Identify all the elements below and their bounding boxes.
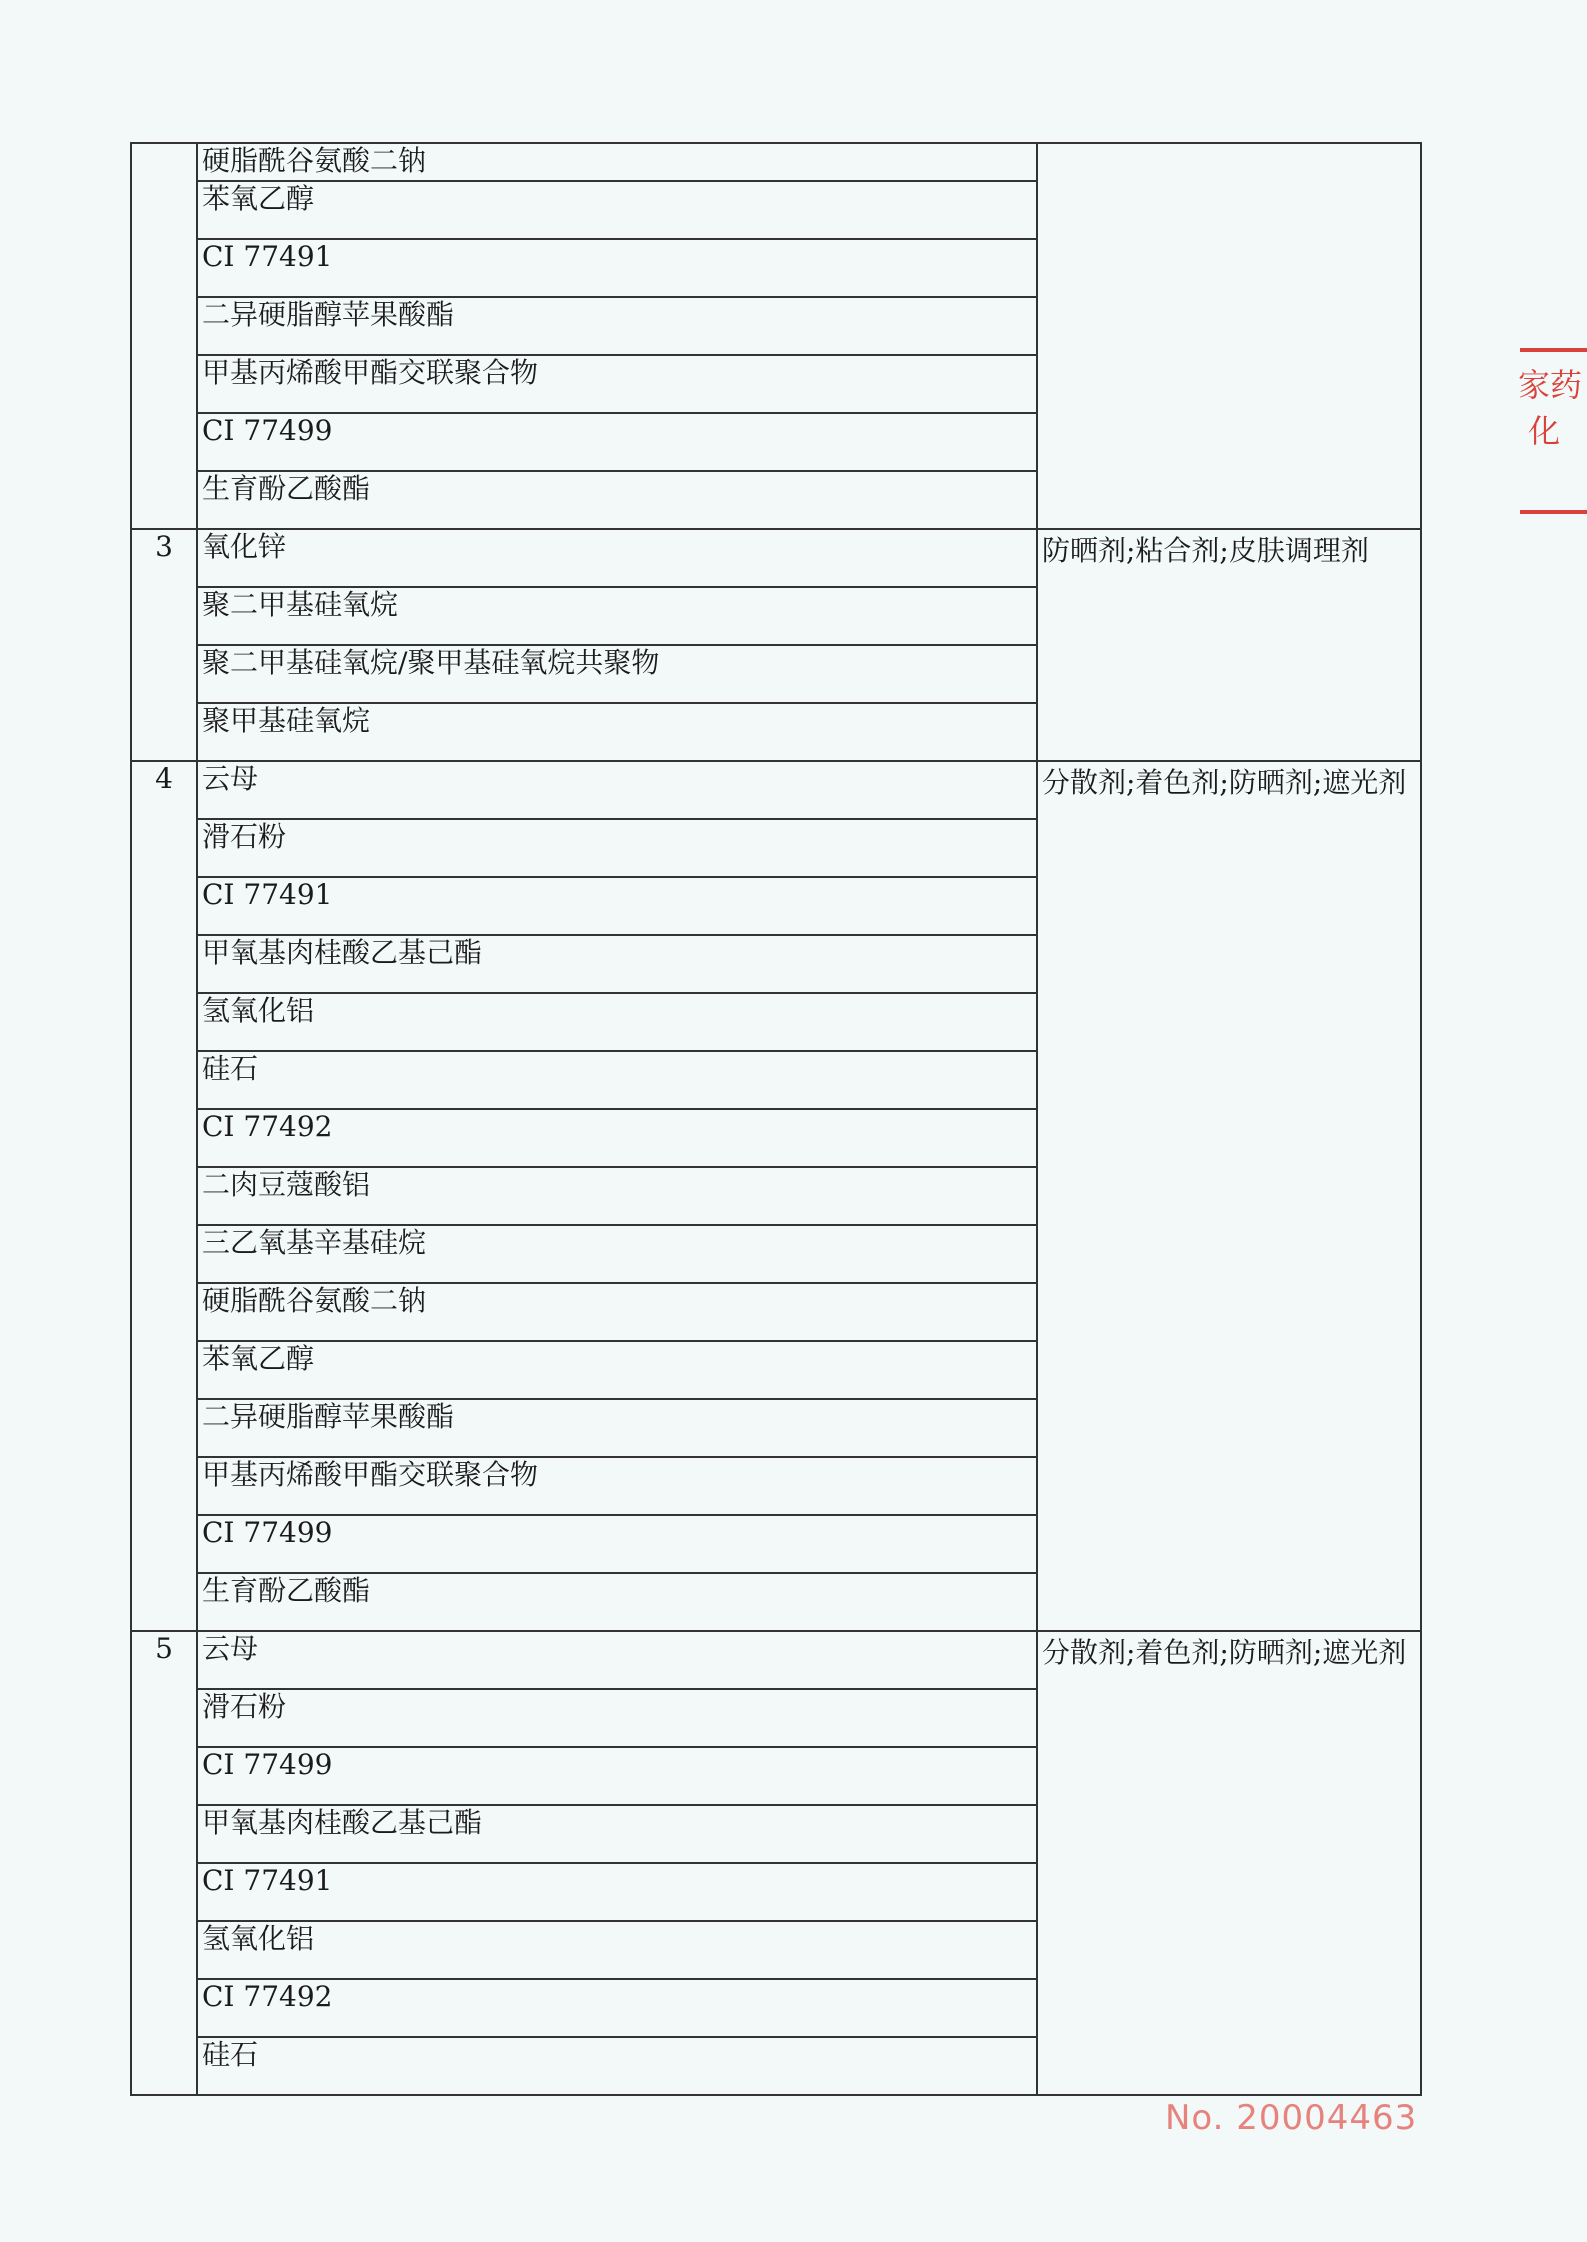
function-cell	[1037, 761, 1421, 1631]
function-cell	[1037, 1631, 1421, 2095]
ingredient-table-body	[131, 143, 1421, 2095]
ingredient-name-cell: 甲氧基肉桂酸乙基己酯	[197, 1805, 1037, 1863]
ingredient-name-cell: 生育酚乙酸酯	[197, 471, 1037, 529]
table-row	[131, 1631, 1421, 1689]
ingredient-table	[130, 142, 1422, 2096]
ingredient-name-cell: CI 77499	[197, 1515, 1037, 1573]
ingredient-name-cell: CI 77491	[197, 877, 1037, 935]
table-row	[131, 529, 1421, 587]
ingredient-name-cell: CI 77499	[197, 413, 1037, 471]
ingredient-name-cell: 滑石粉	[197, 1689, 1037, 1747]
ingredient-name-cell: CI 77492	[197, 1979, 1037, 2037]
ingredient-name-cell: CI 77491	[197, 239, 1037, 297]
stamp-border-bottom	[1520, 510, 1587, 514]
ingredient-name-cell: 硬脂酰谷氨酸二钠	[197, 143, 1037, 181]
ingredient-name-cell: 二异硬脂醇苹果酸酯	[197, 1399, 1037, 1457]
ingredient-name-cell: 氧化锌	[197, 529, 1037, 587]
ingredient-name-cell: 苯氧乙醇	[197, 181, 1037, 239]
ingredient-name-cell: 硅石	[197, 1051, 1037, 1109]
ingredient-name-cell: 三乙氧基辛基硅烷	[197, 1225, 1037, 1283]
serial-number: No. 20004463	[1165, 2098, 1418, 2138]
ingredient-name-cell: 二异硬脂醇苹果酸酯	[197, 297, 1037, 355]
table-row	[131, 143, 1421, 181]
ingredient-name-cell: 甲基丙烯酸甲酯交联聚合物	[197, 355, 1037, 413]
ingredient-name-cell: 甲氧基肉桂酸乙基己酯	[197, 935, 1037, 993]
ingredient-name-cell: 硅石	[197, 2037, 1037, 2095]
ingredient-name-cell: 甲基丙烯酸甲酯交联聚合物	[197, 1457, 1037, 1515]
ingredient-name-cell: 云母	[197, 761, 1037, 819]
ingredient-name-cell: 氢氧化铝	[197, 993, 1037, 1051]
ingredient-name-cell: 二肉豆蔻酸铝	[197, 1167, 1037, 1225]
stamp-border-top	[1520, 348, 1587, 352]
ingredient-name-cell: CI 77499	[197, 1747, 1037, 1805]
table-row	[131, 761, 1421, 819]
function-text	[1042, 144, 1416, 148]
function-text: 分散剂;着色剂;防晒剂;遮光剂	[1042, 766, 1407, 799]
function-text: 分散剂;着色剂;防晒剂;遮光剂	[1042, 1636, 1407, 1669]
ingredient-name-cell: 滑石粉	[197, 819, 1037, 877]
row-number-cell: 5	[131, 1631, 197, 2095]
function-text: 防晒剂;粘合剂;皮肤调理剂	[1042, 534, 1369, 567]
stamp-text: 家药 化	[1518, 366, 1583, 450]
function-cell	[1037, 529, 1421, 761]
row-number-cell: 4	[131, 761, 197, 1631]
ingredient-name-cell: CI 77492	[197, 1109, 1037, 1167]
ingredient-name-cell: 聚甲基硅氧烷	[197, 703, 1037, 761]
official-seal-stamp	[1508, 340, 1587, 525]
ingredient-name-cell: 聚二甲基硅氧烷	[197, 587, 1037, 645]
ingredient-name-cell: 氢氧化铝	[197, 1921, 1037, 1979]
ingredient-name-cell: 聚二甲基硅氧烷/聚甲基硅氧烷共聚物	[197, 645, 1037, 703]
ingredient-name-cell: CI 77491	[197, 1863, 1037, 1921]
ingredient-name-cell: 硬脂酰谷氨酸二钠	[197, 1283, 1037, 1341]
ingredient-name-cell: 苯氧乙醇	[197, 1341, 1037, 1399]
row-number-cell	[131, 143, 197, 529]
ingredient-name-cell: 云母	[197, 1631, 1037, 1689]
function-cell	[1037, 143, 1421, 529]
row-number-cell: 3	[131, 529, 197, 761]
ingredient-name-cell: 生育酚乙酸酯	[197, 1573, 1037, 1631]
